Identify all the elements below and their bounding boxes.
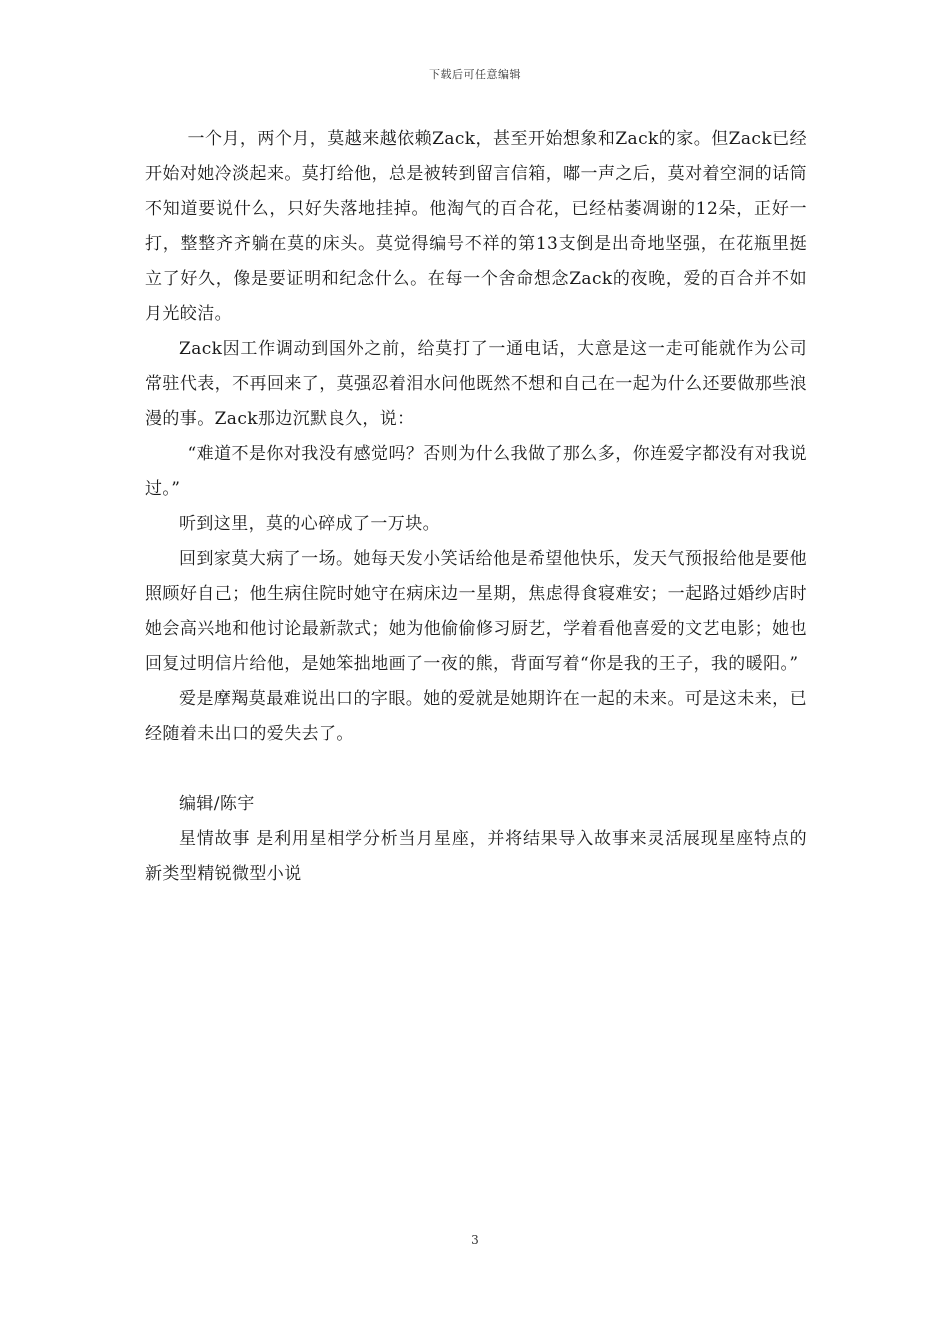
paragraph-quote: “难道不是你对我没有感觉吗？否则为什么我做了那么多，你连爱字都没有对我说过。”: [145, 444, 807, 499]
spacer: [145, 752, 807, 787]
editor-credit: 编辑/陈宇: [179, 794, 255, 814]
paragraph: 听到这里，莫的心碎成了一万块。: [179, 514, 440, 534]
paragraph: 一个月，两个月，莫越来越依赖Zack，甚至开始想象和Zack的家。但Zack已经开始对她冷淡起来。莫打给他，总是被转到留言信箱，嘟一声之后，莫对着空洞的话筒不知道要说什么，只好失落地挂掉。他淘气的百合花，已经枯萎凋谢的12朵，正好一打，整整齐齐躺在莫的床头。莫觉得编号不祥的第13支倒是出奇地坚强，在花瓶里挺立了好久，像是要证明和纪念什么。在每一个舍命想念Zack的夜晚，爱的百合并不如月光皎洁。: [145, 129, 807, 324]
paragraph: Zack因工作调动到国外之前，给莫打了一通电话，大意是这一走可能就作为公司常驻代表，不再回来了，莫强忍着泪水问他既然不想和自己在一起为什么还要做那些浪漫的事。Zack那边沉默良久，说：: [145, 339, 807, 429]
article-body: [145, 122, 807, 892]
paragraph: 爱是摩羯莫最难说出口的字眼。她的爱就是她期许在一起的未来。可是这未来，已经随着未出口的爱失去了。: [145, 689, 807, 744]
page-header: 下载后可任意编辑: [429, 68, 521, 81]
paragraph: 回到家莫大病了一场。她每天发小笑话给他是希望他快乐，发天气预报给他是要他照顾好自己；他生病住院时她守在病床边一星期，焦虑得食寝难安；一起路过婚纱店时她会高兴地和他讨论最新款式；她为他偷偷修习厨艺，学着看他喜爱的文艺电影；她也回复过明信片给他，是她笨拙地画了一夜的熊，背面写着“你是我的王子，我的暖阳。”: [145, 549, 807, 674]
page-number: 3: [471, 1233, 479, 1247]
column-note: 星情故事 是利用星相学分析当月星座，并将结果导入故事来灵活展现星座特点的新类型精锐微型小说: [145, 829, 807, 884]
